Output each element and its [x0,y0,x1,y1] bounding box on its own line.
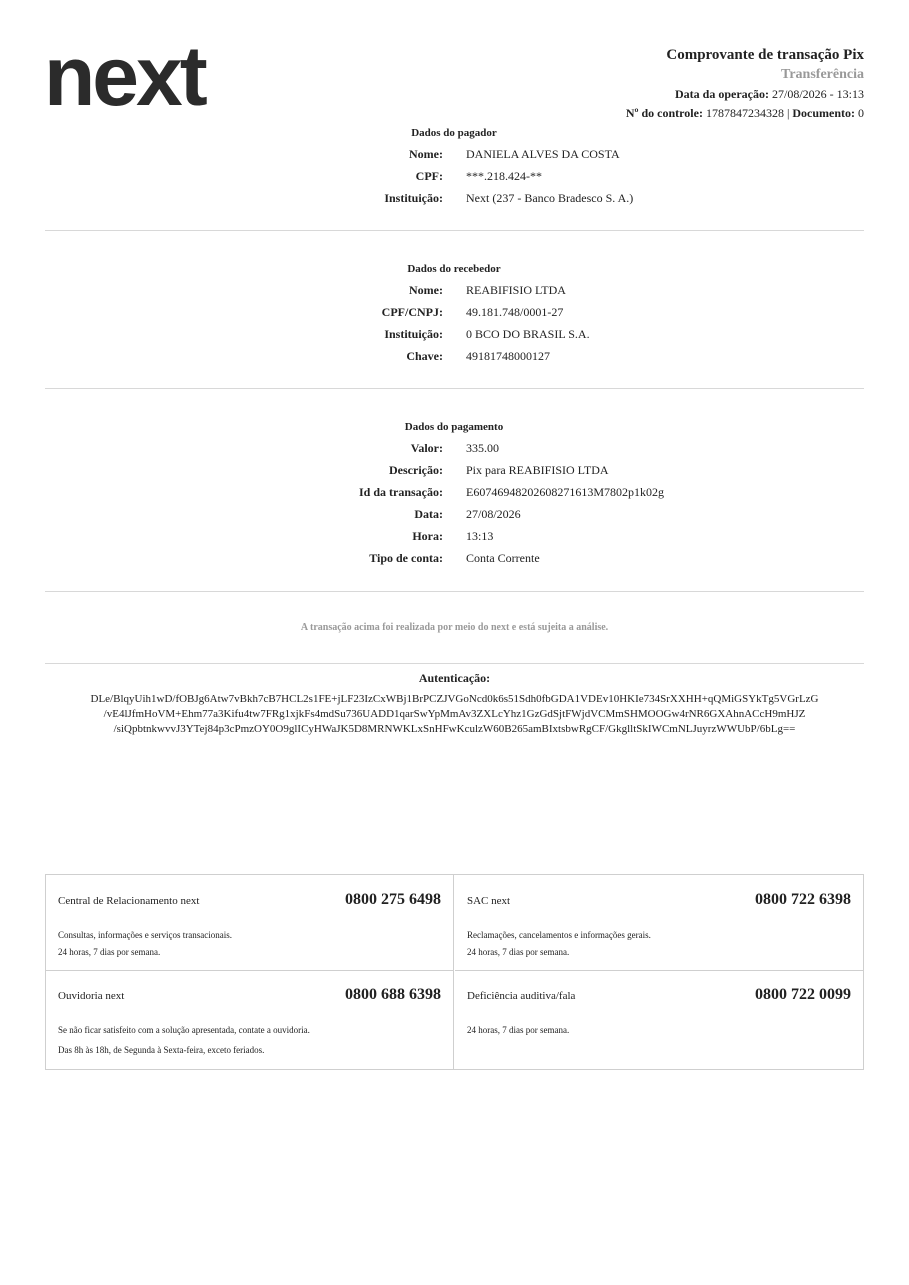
payment-section-title: Dados do pagamento [404,421,504,433]
control-label: Nº do controle: [625,106,703,120]
contact-name: Ouvidoria next [58,990,125,1002]
receiver-row [0,327,909,349]
receiver-section-title: Dados do recebedor [407,263,501,275]
receiver-field-label: CPF/CNPJ: [381,305,443,319]
operation-date-label: Data da operação: [675,87,769,101]
receiver-field-label: Instituição: [384,327,443,341]
control-value: 1787847234328 [705,106,784,120]
control-number [626,104,864,123]
receiver-field-value: 49.181.748/0001-27 [466,305,564,319]
authentication-line: DLe/BlqyUih1wD/fOBJg6Atw7vBkh7cB7HCL2s1FE+jLF23IzCxWBj1BrPCZJVGoNcd0k6s51Sdh0fbGDA1VDEv10HKIe734SrXXHH+qQMiGSYkTg5VGrLzG [90,693,819,705]
document-value: 0 [858,106,864,120]
receiver-row [0,349,909,371]
contact-desc-line: Se não ficar satisfeito com a solução apresentada, contate a ouvidoria. [58,1025,310,1035]
operation-date-value: 27/08/2026 - 13:13 [772,87,864,101]
payment-row [0,551,909,573]
payer-section-title: Dados do pagador [411,127,497,139]
contact-card-deficiencia [455,970,863,1069]
receiver-row [0,305,909,327]
payer-field-label: CPF: [415,169,443,183]
payment-field-label: Hora: [412,529,443,543]
receiver-field-label: Chave: [406,349,443,363]
contact-phone: 0800 722 0099 [755,986,851,1003]
contact-name: Central de Relacionamento next [58,895,200,907]
contact-name: SAC next [467,895,511,907]
divider [45,591,864,592]
payer-field-value: ***.218.424-** [466,169,542,183]
payment-row [0,529,909,551]
payer-row [0,191,909,213]
contact-desc-line: 24 horas, 7 dias por semana. [58,947,161,957]
payer-row [0,147,909,169]
payer-row [0,169,909,191]
document-label: Documento: [792,106,855,120]
contact-desc-line: Consultas, informações e serviços transacionais. [58,930,232,940]
receiver-field-value: 49181748000127 [466,349,550,363]
divider [45,230,864,231]
payment-field-label: Id da transação: [358,485,443,499]
receipt-subtitle: Transferência [781,67,864,82]
contact-desc-line: Reclamações, cancelamentos e informações gerais. [467,930,651,940]
analysis-notice: A transação acima foi realizada por meio do next e está sujeita a análise. [300,622,609,633]
operation-date [626,85,864,104]
contact-grid [45,874,864,1070]
contact-description [58,927,232,961]
contact-name: Deficiência auditiva/fala [467,990,576,1002]
payment-field-label: Descrição: [389,463,443,477]
contact-card-ouvidoria [46,970,454,1069]
header-separator: | [786,106,790,120]
payment-field-value: 27/08/2026 [466,507,521,521]
contact-description [467,1020,569,1040]
receiver-field-value: 0 BCO DO BRASIL S.A. [466,327,590,341]
receiver-field-value: REABIFISIO LTDA [466,283,566,297]
next-logo: next [44,29,205,123]
payment-field-label: Data: [414,507,443,521]
authentication-title: Autenticação: [418,671,491,685]
payment-row [0,507,909,529]
contact-phone: 0800 688 6398 [345,986,441,1003]
payment-field-value: E60746948202608271613M7802p1k02g [466,485,664,499]
contact-description [58,1020,310,1060]
payment-row [0,485,909,507]
authentication-line: /vE4lJfmHoVM+Ehm77a3Kifu4tw7FRg1xjkFs4mdSu736UADD1qarSwYpMmAv3ZXLcYhz1GzGdSjtFWjdVCMmSHMOOGw4rNR6GXAhnACcH9mHJZ [103,708,806,720]
contact-phone: 0800 275 6498 [345,891,441,908]
contact-description [467,927,651,961]
receipt-title: Comprovante de transação Pix [666,47,864,63]
payer-field-value: DANIELA ALVES DA COSTA [466,147,620,161]
contact-card-central [46,875,454,971]
contact-desc-line: 24 horas, 7 dias por semana. [467,947,570,957]
contact-desc-line: 24 horas, 7 dias por semana. [467,1025,570,1035]
receiver-row [0,283,909,305]
contact-desc-line: Das 8h às 18h, de Segunda à Sexta-feira, exceto feriados. [58,1045,265,1055]
payment-field-label: Valor: [410,441,443,455]
payment-row [0,463,909,485]
payment-field-value: 13:13 [466,529,494,543]
divider [45,663,864,664]
payment-field-label: Tipo de conta: [369,551,443,565]
contact-phone: 0800 722 6398 [755,891,851,908]
payer-field-label: Nome: [409,147,443,161]
payment-field-value: Conta Corrente [466,551,540,565]
authentication-line: /siQpbtnkwvvJ3YTej84p3cPmzOY0O9glICyHWaJK5D8MRNWKLxSnHFwKculzW60B265amBIxtsbwRgCF/GkglltSkIWCmNLJuyrzWWUbP/6bLg== [113,723,796,735]
receiver-field-label: Nome: [409,283,443,297]
payer-field-value: Next (237 - Banco Bradesco S. A.) [466,191,634,205]
payer-field-label: Instituição: [384,191,443,205]
payment-field-value: Pix para REABIFISIO LTDA [466,463,609,477]
receipt-header [626,45,864,123]
contact-card-sac [455,875,863,971]
divider [45,388,864,389]
authentication-code [60,692,849,737]
payment-row [0,441,909,463]
payment-field-value: 335.00 [466,441,499,455]
